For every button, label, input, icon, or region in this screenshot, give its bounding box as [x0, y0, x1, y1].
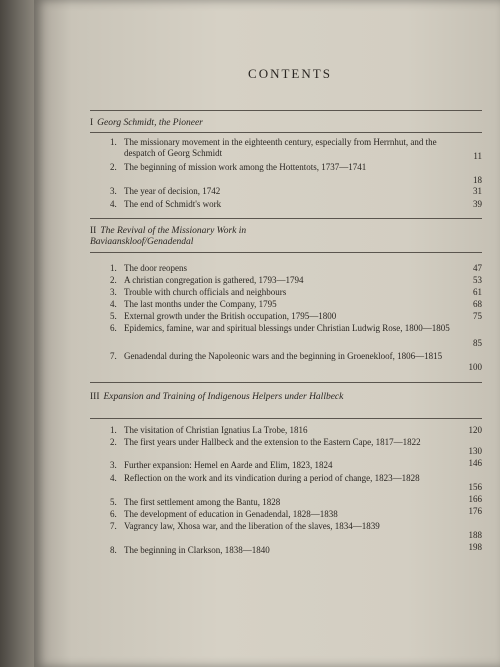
toc-entry: 1. The missionary movement in the eighteenth century, especially from Herrnhut, and the despatch of Georg Schmidt	[110, 137, 437, 158]
toc-page-number: 120	[468, 425, 482, 435]
book-page	[34, 0, 500, 667]
part-title-1: I Georg Schmidt, the Pioneer	[90, 118, 203, 128]
divider-rule	[90, 252, 482, 253]
toc-entry: 3. Further expansion: Hemel en Aarde and Elim, 1823, 1824	[110, 460, 333, 470]
toc-entry: 2. A christian congregation is gathered, 1793—1794	[110, 275, 304, 285]
toc-entry: 5. External growth under the British occupation, 1795—1800	[110, 311, 337, 321]
toc-page-number: 53	[473, 275, 482, 285]
toc-page-number: 75	[473, 311, 482, 321]
toc-page-number: 188	[468, 530, 482, 540]
divider-rule	[90, 218, 482, 219]
part-title-3: III Expansion and Training of Indigenous Helpers under Hallbeck	[90, 392, 344, 402]
toc-entry: 2. The beginning of mission work among the Hottentots, 1737—1741	[110, 162, 367, 172]
toc-page-number: 31	[473, 186, 482, 196]
toc-page-number: 11	[473, 151, 482, 161]
toc-entry: 6. The development of education in Genadendal, 1828—1838	[110, 509, 338, 519]
toc-page-number: 146	[468, 458, 482, 468]
toc-page-number: 85	[473, 338, 482, 348]
toc-entry: 4. Reflection on the work and its vindication during a period of change, 1823—1828	[110, 473, 420, 483]
divider-rule	[90, 418, 482, 419]
toc-page-number: 198	[468, 542, 482, 552]
toc-entry: 4. The last months under the Company, 1795	[110, 299, 277, 309]
book-spine-shadow	[0, 0, 34, 667]
toc-page-number: 68	[473, 299, 482, 309]
toc-entry: 7. Vagrancy law, Xhosa war, and the liberation of the slaves, 1834—1839	[110, 521, 380, 531]
toc-entry: 3. The year of decision, 1742	[110, 186, 221, 196]
toc-entry: 8. The beginning in Clarkson, 1838—1840	[110, 545, 270, 555]
toc-page-number: 18	[473, 175, 482, 185]
toc-page-number: 61	[473, 287, 482, 297]
part-title-2: II The Revival of the Missionary Work in Baviaanskloof/Genadendal	[90, 226, 247, 247]
divider-rule	[90, 110, 482, 111]
toc-entry: 1. The visitation of Christian Ignatius La Trobe, 1816	[110, 425, 308, 435]
page-title: CONTENTS	[248, 66, 332, 81]
toc-page-number: 100	[468, 362, 482, 372]
toc-page-number: 166	[468, 494, 482, 504]
toc-entry: 2. The first years under Hallbeck and the extension to the Eastern Cape, 1817—1822	[110, 437, 421, 447]
toc-entry: 7. Genadendal during the Napoleonic wars and the beginning in Groenekloof, 1806—1815	[110, 351, 443, 361]
toc-entry: 5. The first settlement among the Bantu, 1828	[110, 497, 281, 507]
toc-entry: 6. Epidemics, famine, war and spiritual blessings under Christian Ludwig Rose, 1800—1805	[110, 323, 450, 333]
toc-page-number: 156	[468, 482, 482, 492]
toc-entry: 4. The end of Schmidt's work	[110, 199, 222, 209]
toc-entry: 1. The door reopens	[110, 263, 187, 273]
toc-page-number: 47	[473, 263, 482, 273]
toc-page-number: 130	[468, 446, 482, 456]
toc-page-number: 39	[473, 199, 482, 209]
divider-rule	[90, 132, 482, 133]
toc-entry: 3. Trouble with church officials and neighbours	[110, 287, 287, 297]
toc-page-number: 176	[468, 506, 482, 516]
divider-rule	[90, 382, 482, 383]
